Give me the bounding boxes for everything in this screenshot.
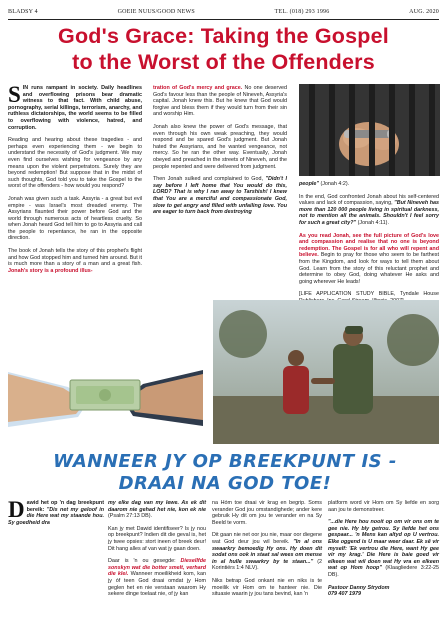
page-number: BLADSY 4: [8, 9, 38, 15]
article-column-1: SIN runs rampant in society. Daily headlines and overflowing prisons bear dramatic witness to that fact. With child abuse, pornography, serial killings, terrorism, anarchy, and ruthless dictatorships, the world seems to be filled to overflowing with violence, hatred, and corruption. Reading and hearing about these tragedies - and perhaps even experiencing them - we begin to understand the necessity of God's judgment. We may even find ourselves wishing for vengeance by any means upon the violent perpetrators. Surely they are beyond redemption! But suppose that in the midst of such thoughts, God told you to take the Gospel to the worst of the offenders - how would you respond? Jonah was given such a task. Assyria - a great but evil empire - was Israel's most dreaded enemy. The Assyrians flaunted their power before God and the world through numerous acts of heartless cruelty. So when Jonah heard God tell him to go to Assyria and call the people to repentance, he ran in the opposite direction. The book of Jonah tells the story of this prophet's flight and how God stopped him and turned him around. But it is much more than a story of a man and a great fish. Jonah's story is a profound illus-: [8, 82, 142, 274]
author-phone: 079 407 1979: [328, 591, 361, 598]
issue-date: AUG. 2020: [409, 9, 439, 15]
hands-behind-bars-image: [299, 84, 440, 176]
handshake-money-image: [8, 332, 203, 444]
source-credit: [LIFE APPLICATION STUDY BIBLE, Tyndale House: [299, 291, 439, 298]
drop-cap-d: D: [8, 497, 25, 522]
author-signature: Pastoor Danny Strydom: [328, 584, 390, 591]
article-column-3: people" (Jonah 4:2). In the end, God confronted Jonah about his self-centered values and lack of compassion, saying, "But Nineveh has more than 120 000 people living in spiritual darkness, not to mention all the animals. Shouldn't I feel sorry for such a great city?" (Jonah 4:11). As you read Jonah, see the full picture of God's love and compassion and realise that no one is beyond redemption. The Gospel is for all who will repent and believe. Begin to pray for those who seem to be farthest from the Kingdom, and look for ways to tell them about God. Learn from the story of this reluctant prophet and determine to obey God, doing whatever He asks and going wherever He leads! [LIFE APPLICATION STUDY BIBLE, Tyndale House: [299, 181, 439, 311]
afrikaans-column-4: platform word vir Hom om Sy liefde en sorg aan jou te demonstreer. "...die Here hou nooit op om vir ons om te gee nie. Hy bly getrou. Sy liefde het ons gespaar... 'n Mens kan altyd op U vertrou. Elke oggend is U maar weer daar. Ek sê vir myself: 'Ek vertrou die Here, want Hy gee vir my krag.' Die Here is baie goed vir elkeen wat wil doen wat Hy vra en elkeen wat op Hom hoop" (Klaagliedere 3:22-25 DB). Pastoor Danny Strydom 079 407 1979: [328, 500, 440, 598]
publication-name: GOEIE NUUS/GOOD NEWS: [117, 9, 195, 15]
afrikaans-column-2: my elke dag van my lewe. As ek dit daarom nie gehad het nie, kon ek nie (Psalm 27:13 DB). Kan jy met Dawid identifiseer? Is jy nou op breekpunt? Indien dit die geval is, het jy twee opsies: stort ineen of breek deur! Dit hang alles af van wat jy gaan doen. Daar is 'n ou gesegde: Diesellfde sonskyn wat die botter smelt, verhard die klei. Wanneer moeilikheid kom, kan jy óf teen God draai omdat jy Hom geglen het en nie verstaan waarom Hy sekere dinge toelaat nie, of jy kan: [108, 500, 206, 598]
article-column-2: tration of God's mercy and grace. No one deserved God's favour less than the people of Nineveh, Assyria's capital. Jonah knew this. But he knew that God would forgive and bless them if they would turn from their sin and worship Him. Jonah also knew the power of God's message, that even through his own weak preaching, they would respond and be spared God's judgment. But Jonah hated the Assyrians, and he wanted vengeance, not mercy. So he ran the other way. Eventually, Jonah obeyed and preached in the streets of Nineveh, and the people repented and were delivered from judgment. Then Jonah sulked and complained to God, "Didn't I say before I left home that You would do this, LORD? That is why I ran away to Tarshish! I knew that You are a merciful and compassionate God, slow to get angry and filled with unfailing love. You are eager to turn back from destroying: [153, 85, 288, 216]
header-divider: [8, 19, 439, 20]
afrikaans-heading: WANNEER JY OP BREEKPUNT IS - DRAAI NA GOD TOE!: [53, 451, 397, 494]
drop-cap: S: [8, 82, 21, 107]
article-title: God's Grace: Taking the Gospel to the Worst of the Offenders: [58, 24, 389, 74]
afrikaans-column-1: Dawid het op 'n dag breekpunt bereik: "Dis net my geloof in die Here wat my staande hou. Sy goedheid dra: [8, 497, 105, 526]
afrikaans-column-3: na Hóm toe draai vir krag en begrip. Soms verander God jou omstandighede; ander kere gebruik Hy dit om jou te verander en na Sy Beeld te vorm. Dit gaan nie net oor jou nie, maar oor diegene wat God deur jou wil bereik. "In al ons swaarkry bemoedig Hy ons. Hy doen dit sodat ons ook in staat sal wees om mense in al hulle swaarkry by te staan..." (2 Korintiërs 1:4 NLV). Niks betrap God onkant nie en niks is te moeilik vir Hom om te hanteer nie. Die situasie waarin jy jou tans bevind, kan 'n: [212, 500, 322, 598]
phone-number: TEL. (018) 293 1996: [274, 9, 330, 15]
soldier-scene-image: [213, 300, 439, 444]
